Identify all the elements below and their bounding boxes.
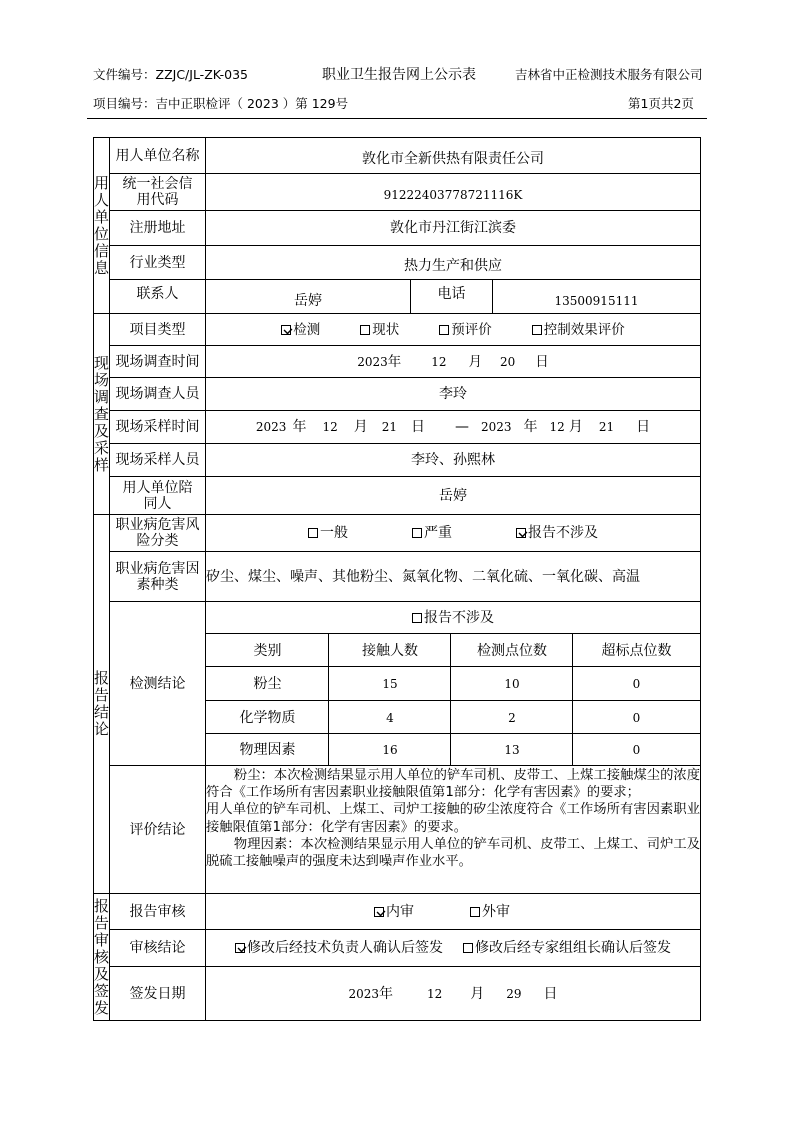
table-cell: 化学物质 — [239, 709, 296, 726]
survey-day-unit: 日 — [535, 353, 549, 370]
issue-day: 29 — [506, 986, 522, 1001]
checkbox-icon[interactable] — [470, 907, 480, 917]
sampling-start-month: 12 — [322, 420, 338, 434]
issue-month: 12 — [426, 986, 443, 1001]
sampling-start-day-unit: 日 — [411, 419, 425, 435]
accompany-person: 岳婷 — [439, 487, 467, 504]
detection-label: 检测结论 — [129, 675, 186, 692]
accompany-label: 用人单位陪同人 — [122, 479, 193, 512]
sampling-end-year-unit: 年 — [523, 419, 538, 435]
page-info: 第1页共2页 — [628, 96, 694, 111]
checked-checkbox-icon[interactable] — [281, 325, 291, 335]
table-cell: 0 — [632, 710, 641, 725]
sampling-start-month-unit: 月 — [353, 419, 368, 435]
audit-label: 报告审核 — [129, 903, 186, 920]
audit-options — [206, 894, 700, 929]
sampler: 李玲、孙熙林 — [411, 452, 495, 468]
project-type-options — [206, 314, 700, 345]
project-type-option[interactable] — [532, 322, 625, 338]
table-header-cell: 检测点位数 — [477, 642, 547, 659]
hazard-factors: 矽尘、煤尘、噪声、其他粉尘、氮氧化物、二氧化硫、一氧化碳、高温 — [206, 568, 640, 585]
surveyor: 李玲 — [439, 386, 467, 402]
risk-options — [206, 515, 700, 551]
survey-time — [206, 346, 700, 377]
risk-option[interactable] — [516, 525, 598, 541]
risk-option-label: 报告不涉及 — [528, 525, 598, 541]
checkbox-icon[interactable] — [360, 325, 370, 335]
project-type-option[interactable] — [439, 322, 492, 338]
section-label-employer-info: 用人单位信息 — [94, 173, 110, 277]
project-type-option-label: 检测 — [293, 321, 321, 338]
survey-month-unit: 月 — [468, 353, 483, 370]
factors-label: 职业病危害因素种类 — [115, 560, 200, 593]
audit-option-label: 内审 — [386, 903, 414, 920]
evaluation-paragraph: 物理因素：本次检测结果显示用人单位的铲车司机、皮带工、上煤工、司炉工及脱硫工接触噪声的强度未达到噪声作业水平。 — [206, 836, 700, 870]
table-cell: 0 — [632, 677, 641, 691]
risk-option[interactable] — [308, 525, 348, 541]
survey-day: 20 — [500, 354, 516, 369]
project-type-option-label: 现状 — [372, 321, 400, 338]
company-name: 吉林省中正检测技术服务有限公司 — [515, 67, 703, 82]
audit-option[interactable] — [374, 904, 414, 920]
issue-year: 2023 — [348, 986, 379, 1001]
audit-option[interactable] — [470, 904, 510, 920]
checked-checkbox-icon[interactable] — [235, 943, 245, 953]
sampling-end-year: 2023 — [481, 420, 512, 434]
industry-label: 行业类型 — [129, 254, 186, 271]
table-cell: 10 — [504, 677, 520, 691]
address: 敦化市丹江街江滨委 — [390, 220, 516, 236]
survey-time-label: 现场调查时间 — [115, 353, 200, 370]
checkbox-icon[interactable] — [463, 943, 473, 953]
table-cell: 0 — [632, 743, 641, 757]
audit-option-label: 外审 — [482, 903, 510, 920]
section-label-survey: 现场调查及采样 — [94, 353, 110, 474]
project-number: 项目编号：吉中正职检评（ 2023 ）第 129号 — [93, 96, 349, 111]
checked-checkbox-icon[interactable] — [516, 528, 526, 538]
sampling-range-separator: — — [455, 419, 469, 435]
table-header-cell: 超标点位数 — [601, 642, 672, 659]
risk-option-label: 严重 — [424, 525, 452, 541]
checkbox-icon[interactable] — [412, 613, 422, 623]
surveyor-label: 现场调查人员 — [115, 386, 200, 402]
section-label-review: 报告审核及签发 — [94, 896, 110, 1017]
table-cell: 粉尘 — [253, 676, 282, 692]
section-label-conclusion: 报告结论 — [94, 669, 110, 738]
evaluation-text — [206, 767, 700, 870]
issue-year-unit: 年 — [378, 985, 393, 1002]
table-header-cell: 接触人数 — [362, 642, 418, 659]
sampling-time-label: 现场采样时间 — [115, 419, 200, 435]
section-review — [94, 894, 109, 1020]
sampling-start-year: 2023 — [255, 420, 287, 434]
sampling-time — [206, 411, 700, 443]
project-type-option[interactable] — [360, 322, 399, 338]
audit-conclusion-option[interactable] — [235, 940, 443, 956]
issue-date-label: 签发日期 — [129, 985, 186, 1002]
employer-name-label: 用人单位名称 — [115, 147, 200, 164]
section-employer-info — [94, 138, 109, 313]
sampling-start-day: 21 — [381, 420, 397, 434]
issue-day-unit: 日 — [543, 985, 558, 1002]
sampling-end-month: 12 — [549, 420, 565, 434]
project-type-option-label: 控制效果评价 — [543, 321, 625, 338]
contact-person: 岳婷 — [294, 292, 322, 309]
credit-code: 91222403778721116K — [383, 188, 523, 202]
survey-year: 2023 — [357, 354, 388, 369]
audit-conclusion-label: 审核结论 — [129, 940, 186, 956]
phone-label: 电话 — [437, 286, 466, 302]
table-header-cell: 类别 — [253, 642, 282, 659]
project-type-label: 项目类型 — [129, 321, 186, 338]
risk-option[interactable] — [412, 525, 452, 541]
section-survey — [94, 314, 109, 514]
issue-month-unit: 月 — [470, 985, 485, 1002]
table-cell: 13 — [504, 743, 520, 757]
evaluation-label: 评价结论 — [129, 821, 186, 838]
phone-number: 13500915111 — [554, 293, 639, 308]
header-divider — [87, 118, 707, 119]
table-cell: 2 — [508, 710, 516, 725]
audit-conclusion-options — [206, 930, 700, 966]
sampling-end-month-unit: 月 — [568, 419, 583, 435]
credit-code-label: 统一社会信用代码 — [122, 176, 193, 208]
checkbox-icon[interactable] — [532, 325, 542, 335]
survey-month: 12 — [431, 354, 447, 369]
project-type-option[interactable] — [281, 322, 320, 338]
detection-na-label: 报告不涉及 — [424, 609, 494, 626]
checkbox-icon[interactable] — [308, 528, 318, 538]
survey-year-unit: 年 — [387, 353, 402, 370]
project-type-option-label: 预评价 — [451, 321, 492, 338]
document-title: 职业卫生报告网上公示表 — [322, 67, 476, 83]
industry: 热力生产和供应 — [404, 258, 502, 274]
risk-option-label: 一般 — [320, 525, 348, 541]
table-cell: 16 — [382, 743, 398, 757]
sampling-end-day-unit: 日 — [636, 419, 651, 435]
checkbox-icon[interactable] — [412, 528, 422, 538]
audit-conclusion-option-label: 修改后经技术负责人确认后签发 — [247, 940, 443, 956]
table-cell: 15 — [382, 677, 398, 691]
section-conclusion — [94, 515, 109, 893]
contact-label: 联系人 — [136, 286, 179, 302]
sampler-label: 现场采样人员 — [115, 452, 200, 468]
sampling-end-day: 21 — [598, 420, 615, 434]
sampling-start-year-unit: 年 — [292, 419, 307, 435]
table-cell: 4 — [386, 710, 394, 725]
risk-label: 职业病危害风险分类 — [115, 517, 200, 549]
checkbox-icon[interactable] — [439, 325, 449, 335]
evaluation-paragraph: 粉尘：本次检测结果显示用人单位的铲车司机、皮带工、上煤工接触煤尘的浓度符合《工作场所有害因素职业接触限值第1部分：化学有害因素》的要求； — [206, 768, 700, 801]
file-number: 文件编号：ZZJC/JL-ZK-035 — [93, 67, 249, 82]
employer-name: 敦化市全新供热有限责任公司 — [362, 151, 544, 167]
evaluation-paragraph: 用人单位的铲车司机、上煤工、司炉工接触的矽尘浓度符合《工作场所有害因素职业接触限值第1部分：化学有害因素》的要求。 — [206, 802, 700, 835]
detection-not-applicable — [206, 602, 700, 633]
audit-conclusion-option-label: 修改后经专家组组长确认后签发 — [475, 940, 671, 956]
audit-conclusion-option[interactable] — [463, 940, 671, 956]
table-cell: 物理因素 — [239, 742, 296, 758]
issue-date — [206, 967, 700, 1020]
checked-checkbox-icon[interactable] — [374, 907, 384, 917]
address-label: 注册地址 — [129, 220, 186, 236]
